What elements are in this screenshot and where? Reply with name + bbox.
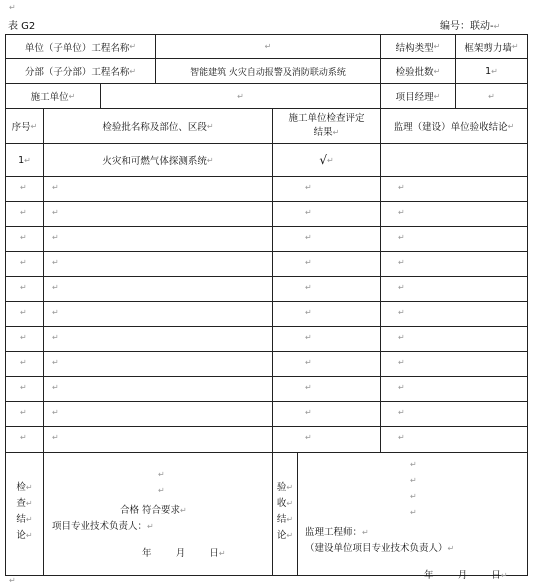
header-contractor-result: 施工单位检查评定 结果↵ bbox=[288, 113, 365, 138]
structure-type-label: 结构类型 ↵ bbox=[395, 42, 441, 54]
row-conclusion[interactable] bbox=[381, 144, 527, 176]
row-no-empty[interactable]: ↵ bbox=[20, 258, 27, 267]
header-supervisor-result: 监理（建设）单位验收结论 ↵ bbox=[393, 121, 515, 133]
row-name-empty[interactable]: ↵ bbox=[52, 208, 59, 217]
acceptance-conclusion-label: 验↵ 收↵ 结↵ 论↵ bbox=[276, 482, 294, 541]
row-conclusion-empty[interactable]: ↵ bbox=[398, 358, 405, 367]
header-batch-name: 检验批名称及部位、区段 ↵ bbox=[102, 121, 214, 133]
row-no-empty[interactable]: ↵ bbox=[20, 183, 27, 192]
row-conclusion-empty[interactable]: ↵ bbox=[398, 258, 405, 267]
row-result-empty[interactable]: ↵ bbox=[305, 333, 312, 342]
row-name-empty[interactable]: ↵ bbox=[52, 358, 59, 367]
row-name-empty[interactable]: ↵ bbox=[52, 383, 59, 392]
check-date[interactable]: 年 月 日↵ bbox=[142, 548, 226, 559]
paragraph-mark: ↵ bbox=[158, 470, 165, 479]
row-result-empty[interactable]: ↵ bbox=[305, 383, 312, 392]
row-no-empty[interactable]: ↵ bbox=[20, 408, 27, 417]
row-conclusion-empty[interactable]: ↵ bbox=[398, 233, 405, 242]
row-no-empty[interactable]: ↵ bbox=[20, 308, 27, 317]
row-result-empty[interactable]: ↵ bbox=[305, 433, 312, 442]
row-conclusion-empty[interactable]: ↵ bbox=[398, 383, 405, 392]
row-name-empty[interactable]: ↵ bbox=[52, 308, 59, 317]
row-name-empty[interactable]: ↵ bbox=[52, 233, 59, 242]
contractor-value[interactable]: ↵ bbox=[237, 91, 244, 101]
row-no: 1 ↵ bbox=[18, 154, 31, 166]
table-id: 表 G2 bbox=[8, 21, 36, 32]
contractor-label: 施工单位 ↵ bbox=[30, 91, 76, 103]
supervising-engineer-label: 监理工程师：↵ bbox=[305, 527, 369, 538]
row-conclusion-empty[interactable]: ↵ bbox=[398, 183, 405, 192]
acceptance-date[interactable]: 年 月 日↵ bbox=[424, 570, 508, 581]
row-conclusion-empty[interactable]: ↵ bbox=[398, 308, 405, 317]
paragraph-mark: ↵ bbox=[158, 486, 165, 495]
batch-count-label: 检验批数 ↵ bbox=[395, 66, 441, 78]
row-conclusion-empty[interactable]: ↵ bbox=[398, 283, 405, 292]
row-conclusion-empty[interactable]: ↵ bbox=[398, 208, 405, 217]
row-result-empty[interactable]: ↵ bbox=[305, 183, 312, 192]
row-name-empty[interactable]: ↵ bbox=[52, 333, 59, 342]
row-name-empty[interactable]: ↵ bbox=[52, 183, 59, 192]
row-name-empty[interactable]: ↵ bbox=[52, 433, 59, 442]
row-result-empty[interactable]: ↵ bbox=[305, 233, 312, 242]
project-manager-label: 项目经理 ↵ bbox=[395, 91, 441, 103]
row-result-empty[interactable]: ↵ bbox=[305, 283, 312, 292]
row-name-empty[interactable]: ↵ bbox=[52, 283, 59, 292]
unit-name-label: 单位（子单位）工程名称 ↵ bbox=[24, 42, 137, 54]
row-check-result[interactable]: √ ↵ bbox=[319, 153, 334, 167]
row-no-empty[interactable]: ↵ bbox=[20, 383, 27, 392]
row-result-empty[interactable]: ↵ bbox=[305, 308, 312, 317]
row-result-empty[interactable]: ↵ bbox=[305, 258, 312, 267]
check-signer: 项目专业技术负责人：↵ bbox=[52, 521, 154, 532]
row-no-empty[interactable]: ↵ bbox=[20, 283, 27, 292]
row-name-empty[interactable]: ↵ bbox=[52, 258, 59, 267]
division-name-label: 分部（子分部）工程名称 ↵ bbox=[24, 66, 137, 78]
row-no-empty[interactable]: ↵ bbox=[20, 433, 27, 442]
row-batch-name[interactable]: 火灾和可燃气体探测系统 ↵ bbox=[102, 155, 214, 167]
row-name-empty[interactable]: ↵ bbox=[52, 408, 59, 417]
check-conclusion-label: 检↵ 查↵ 结↵ 论↵ bbox=[16, 482, 33, 541]
division-name-value[interactable]: 智能建筑 火灾自动报警及消防联动系统 bbox=[190, 67, 346, 78]
row-no-empty[interactable]: ↵ bbox=[20, 333, 27, 342]
row-no-empty[interactable]: ↵ bbox=[20, 358, 27, 367]
row-result-empty[interactable]: ↵ bbox=[305, 208, 312, 217]
structure-type-value[interactable]: 框架剪力墙 ↵ bbox=[464, 42, 519, 54]
row-no-empty[interactable]: ↵ bbox=[20, 233, 27, 242]
paragraph-mark: ↵ bbox=[410, 476, 417, 485]
row-conclusion-empty[interactable]: ↵ bbox=[398, 433, 405, 442]
row-conclusion-empty[interactable]: ↵ bbox=[398, 408, 405, 417]
batch-count-value[interactable]: 1 ↵ bbox=[485, 65, 498, 77]
paragraph-mark: ↵ bbox=[410, 492, 417, 501]
acceptance-signer: （建设单位项目专业技术负责人）↵ bbox=[305, 543, 455, 554]
row-conclusion-empty[interactable]: ↵ bbox=[398, 333, 405, 342]
paragraph-mark: ↵ bbox=[9, 3, 16, 12]
paragraph-mark: ↵ bbox=[410, 460, 417, 469]
unit-name-value[interactable]: ↵ bbox=[264, 42, 272, 51]
paragraph-mark: ↵ bbox=[410, 508, 417, 517]
check-verdict[interactable]: 合格 符合要求↵ bbox=[120, 505, 187, 516]
paragraph-mark: ↵ bbox=[9, 576, 16, 585]
header-no: 序号 ↵ bbox=[11, 121, 38, 133]
row-result-empty[interactable]: ↵ bbox=[305, 408, 312, 417]
project-manager-value[interactable]: ↵ bbox=[488, 91, 495, 101]
row-no-empty[interactable]: ↵ bbox=[20, 208, 27, 217]
serial-number: 编号：联动-↵ bbox=[440, 21, 501, 32]
row-result-empty[interactable]: ↵ bbox=[305, 358, 312, 367]
